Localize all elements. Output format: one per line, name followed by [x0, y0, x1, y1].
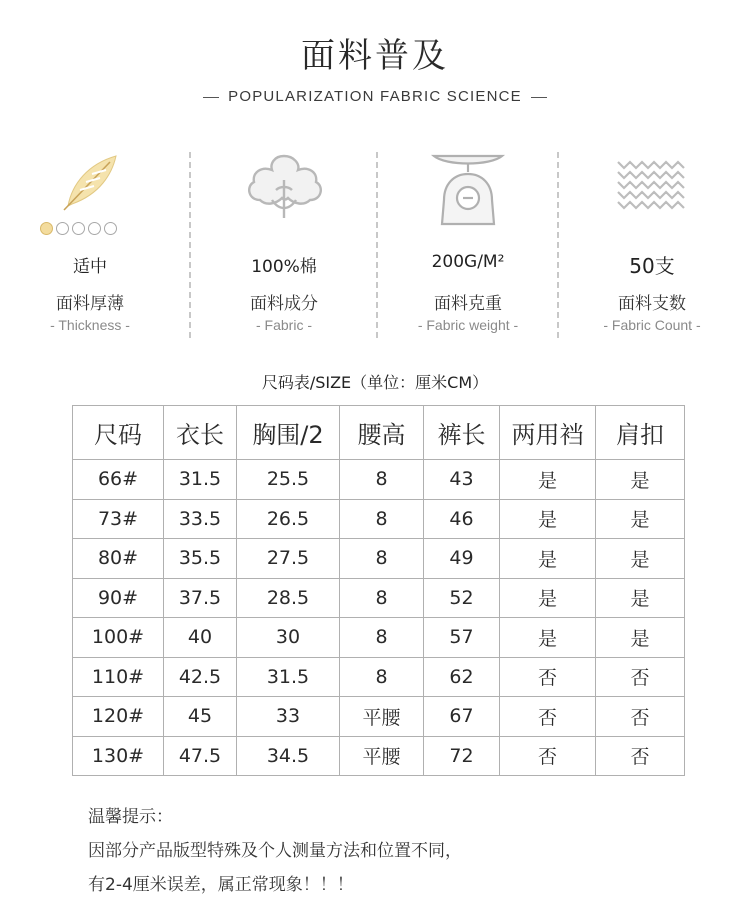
table-cell: 67 — [424, 697, 500, 737]
table-cell: 31.5 — [237, 657, 340, 697]
column-divider — [189, 152, 191, 338]
column-header: 腰高 — [340, 406, 424, 460]
table-cell: 46 — [424, 499, 500, 539]
thickness-info — [0, 150, 180, 345]
column-header: 裤长 — [424, 406, 500, 460]
scale-icon — [426, 150, 510, 230]
level-dot-empty — [104, 222, 117, 235]
weight-value: 200G/M² — [431, 252, 505, 272]
table-cell: 8 — [340, 539, 424, 579]
table-cell: 8 — [340, 460, 424, 500]
count-info — [562, 150, 742, 345]
fabric-info — [194, 150, 374, 345]
feather-icon — [50, 150, 130, 214]
table-cell: 25.5 — [237, 460, 340, 500]
table-cell: 52 — [424, 578, 500, 618]
table-row — [73, 460, 685, 500]
table-cell: 37.5 — [164, 578, 237, 618]
size-chart-title: 尺码表/SIZE（单位：厘米CM） — [261, 373, 489, 392]
table-cell: 100# — [73, 618, 164, 658]
table-cell: 否 — [500, 657, 596, 697]
table-cell: 33 — [237, 697, 340, 737]
column-header: 尺码 — [73, 406, 164, 460]
table-cell: 31.5 — [164, 460, 237, 500]
level-dot-empty — [72, 222, 85, 235]
table-cell: 8 — [340, 657, 424, 697]
table-header-row — [73, 406, 685, 460]
table-cell: 49 — [424, 539, 500, 579]
level-dot-empty — [56, 222, 69, 235]
page-subtitle — [0, 88, 750, 105]
table-cell: 35.5 — [164, 539, 237, 579]
table-cell: 27.5 — [237, 539, 340, 579]
table-cell: 8 — [340, 618, 424, 658]
thickness-value: 适中 — [73, 257, 107, 277]
divider — [531, 97, 547, 98]
table-cell: 42.5 — [164, 657, 237, 697]
tips-section — [88, 800, 462, 902]
table-cell: 8 — [340, 499, 424, 539]
table-cell: 57 — [424, 618, 500, 658]
table-cell: 47.5 — [164, 736, 237, 776]
tips-line: 有2-4厘米误差，属正常现象！！！ — [88, 875, 354, 895]
tips-heading: 温馨提示： — [88, 807, 173, 827]
table-body — [73, 460, 685, 776]
table-cell: 8 — [340, 578, 424, 618]
cotton-icon — [236, 150, 332, 224]
thickness-label-en: - Thickness - — [50, 317, 130, 333]
column-header: 两用裆 — [500, 406, 596, 460]
table-cell: 平腰 — [340, 736, 424, 776]
table-cell: 是 — [500, 618, 596, 658]
table-cell: 是 — [596, 460, 685, 500]
subtitle-text: POPULARIZATION FABRIC SCIENCE — [228, 88, 522, 105]
divider — [203, 97, 219, 98]
table-cell: 否 — [500, 697, 596, 737]
table-cell: 40 — [164, 618, 237, 658]
table-row — [73, 539, 685, 579]
table-cell: 是 — [500, 539, 596, 579]
table-cell: 90# — [73, 578, 164, 618]
table-cell: 43 — [424, 460, 500, 500]
page-title: 面料普及 — [301, 36, 449, 76]
table-cell: 62 — [424, 657, 500, 697]
table-cell: 否 — [596, 657, 685, 697]
table-cell: 120# — [73, 697, 164, 737]
count-label-en: - Fabric Count - — [603, 317, 701, 333]
table-cell: 45 — [164, 697, 237, 737]
fabric-value: 100%棉 — [251, 257, 317, 277]
column-divider — [557, 152, 559, 338]
table-cell: 28.5 — [237, 578, 340, 618]
table-row — [73, 697, 685, 737]
column-header: 胸围/2 — [237, 406, 340, 460]
table-cell: 110# — [73, 657, 164, 697]
table-cell: 是 — [596, 499, 685, 539]
count-label: 面料支数 — [618, 294, 686, 314]
table-row — [73, 578, 685, 618]
table-cell: 平腰 — [340, 697, 424, 737]
column-header: 肩扣 — [596, 406, 685, 460]
thickness-level-dots — [40, 218, 120, 237]
table-cell: 80# — [73, 539, 164, 579]
column-header: 衣长 — [164, 406, 237, 460]
table-cell: 66# — [73, 460, 164, 500]
table-cell: 73# — [73, 499, 164, 539]
knit-texture-icon — [610, 150, 694, 220]
table-cell: 26.5 — [237, 499, 340, 539]
level-dot-filled — [40, 222, 53, 235]
size-chart-table — [72, 405, 685, 776]
table-cell: 否 — [500, 736, 596, 776]
table-row — [73, 736, 685, 776]
table-cell: 30 — [237, 618, 340, 658]
table-cell: 是 — [500, 578, 596, 618]
table-cell: 是 — [596, 618, 685, 658]
level-dot-empty — [88, 222, 101, 235]
tips-line: 因部分产品版型特殊及个人测量方法和位置不同， — [88, 841, 462, 861]
table-cell: 34.5 — [237, 736, 340, 776]
table-cell: 是 — [596, 578, 685, 618]
fabric-info-section — [0, 150, 750, 350]
table-row — [73, 657, 685, 697]
table-cell: 否 — [596, 736, 685, 776]
weight-label-en: - Fabric weight - — [417, 317, 519, 333]
fabric-label: 面料成分 — [250, 294, 318, 314]
weight-label: 面料克重 — [434, 294, 502, 314]
thickness-label: 面料厚薄 — [56, 294, 124, 314]
table-cell: 是 — [500, 499, 596, 539]
weight-info — [378, 150, 558, 345]
table-cell: 是 — [596, 539, 685, 579]
table-cell: 130# — [73, 736, 164, 776]
table-cell: 72 — [424, 736, 500, 776]
table-cell: 是 — [500, 460, 596, 500]
count-value: 50支 — [629, 254, 675, 278]
fabric-label-en: - Fabric - — [256, 317, 312, 333]
table-cell: 33.5 — [164, 499, 237, 539]
table-row — [73, 618, 685, 658]
table-row — [73, 499, 685, 539]
table-cell: 否 — [596, 697, 685, 737]
